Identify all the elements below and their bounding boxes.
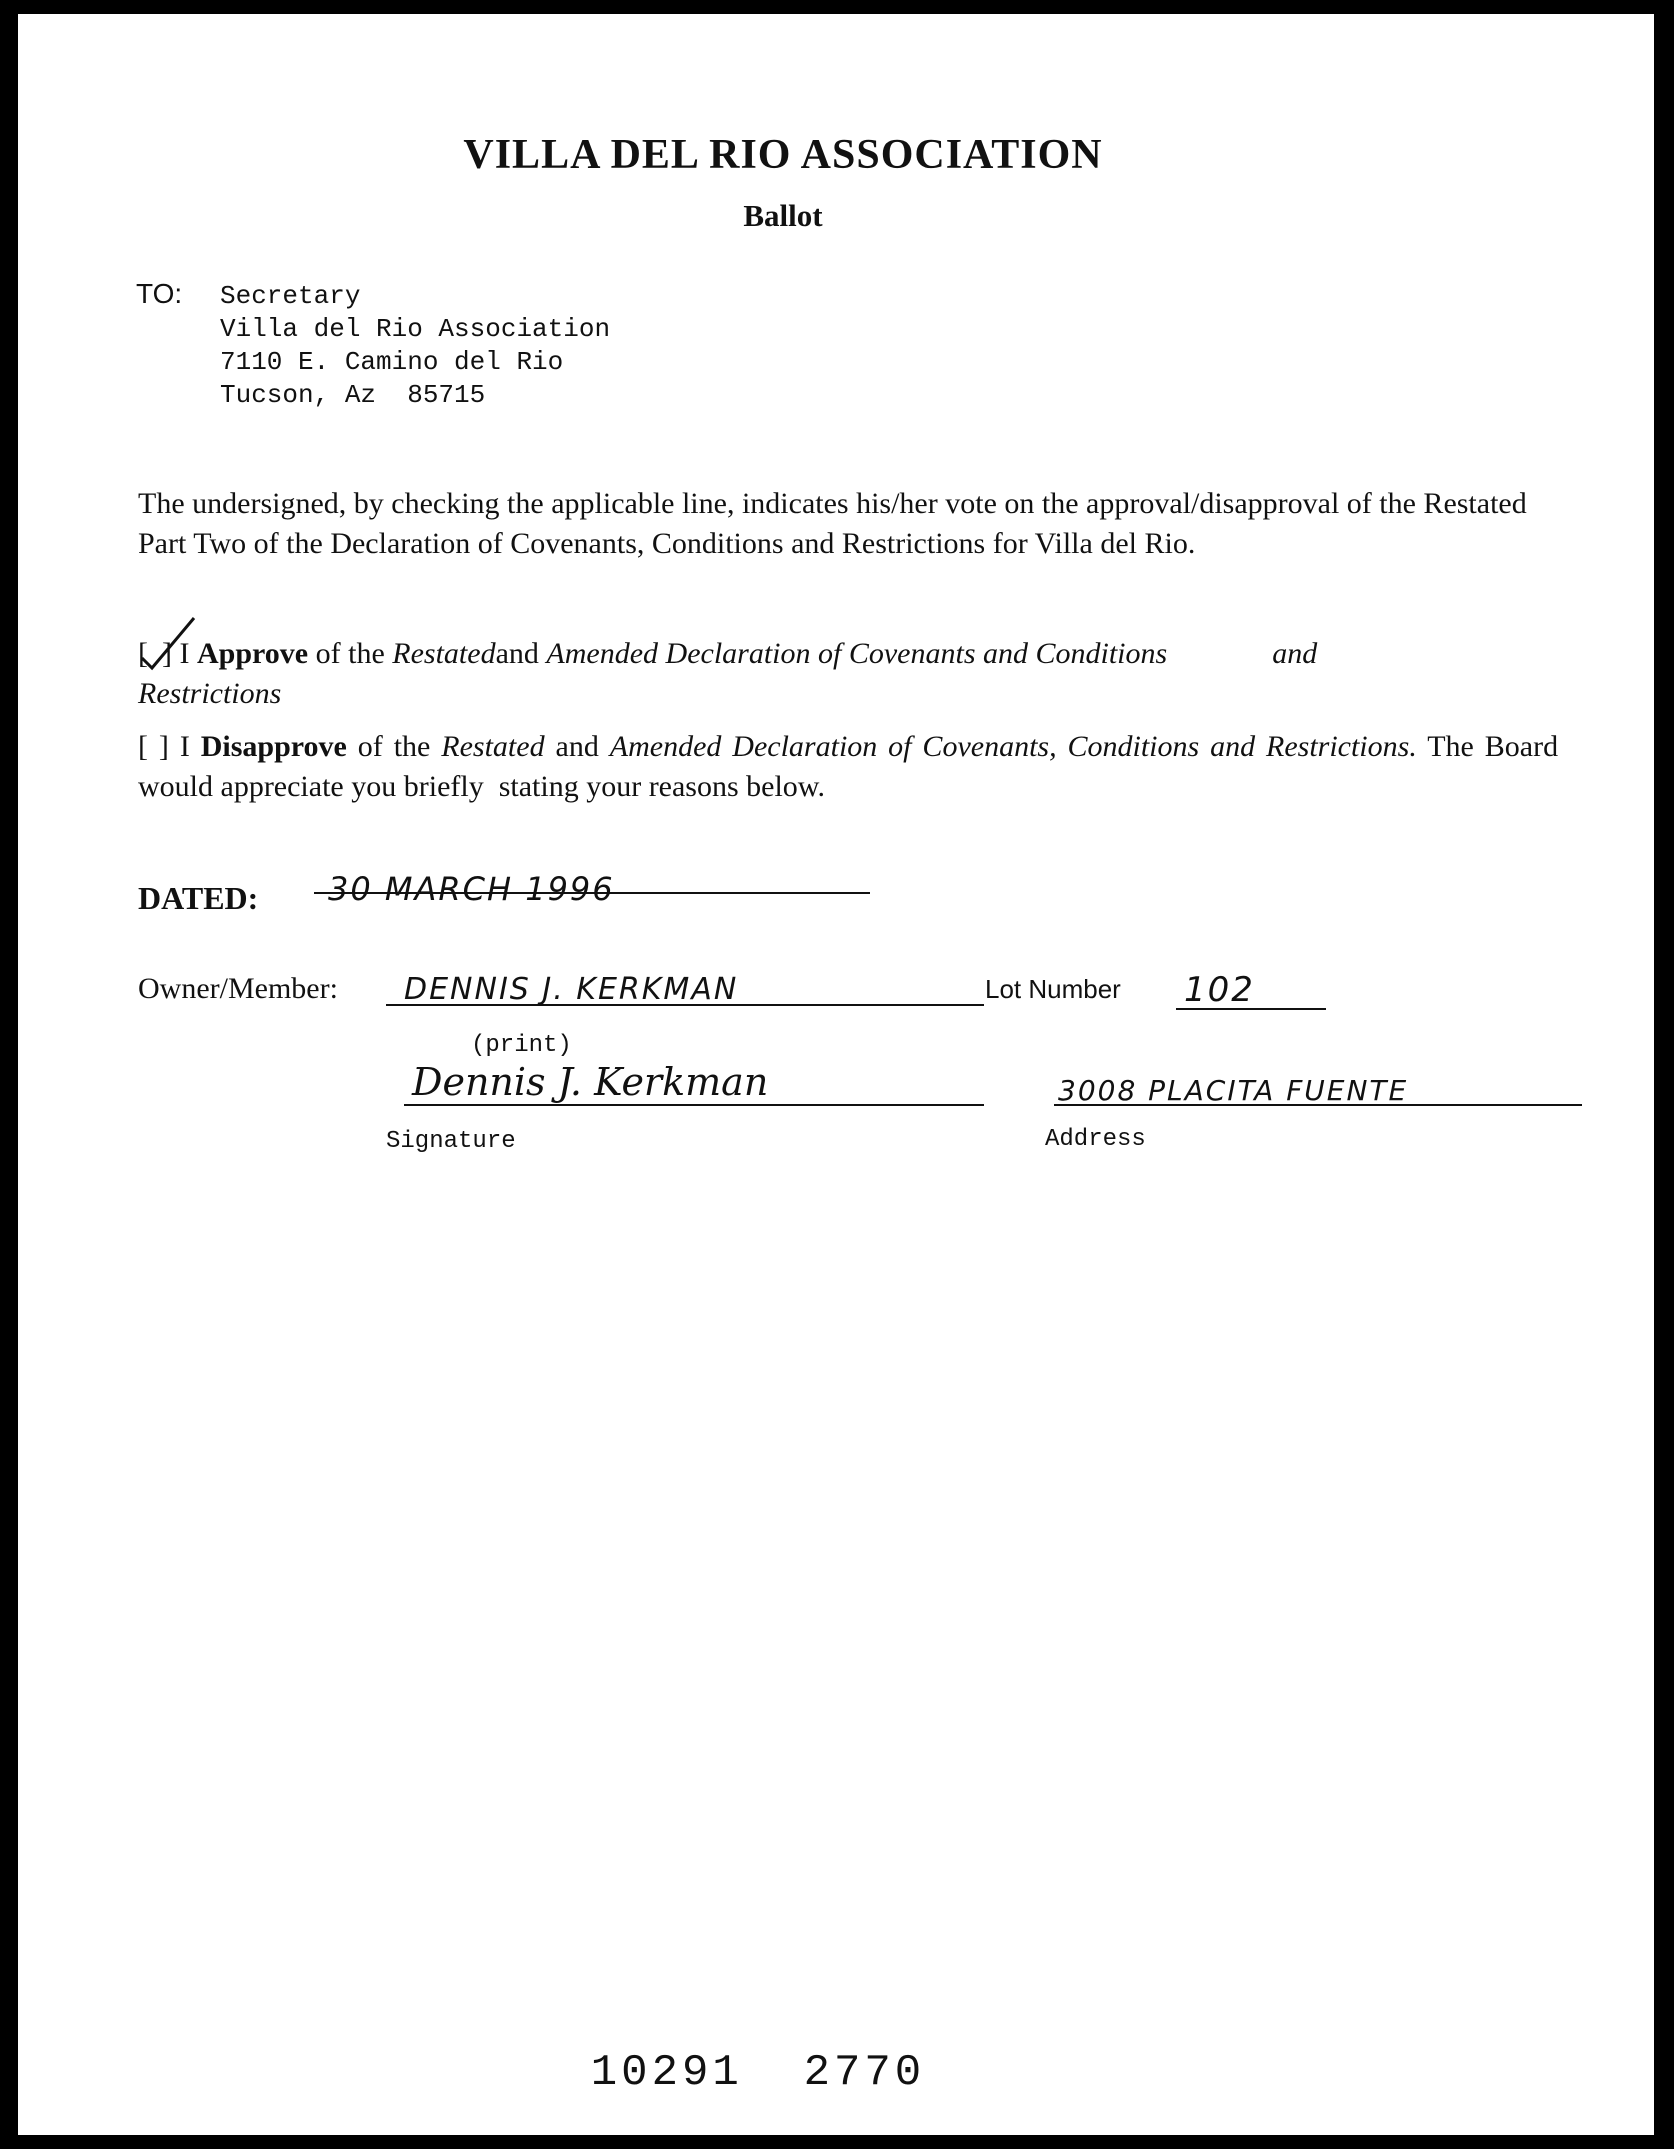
approve-option: [ ] I Approve of the Restatedand Amended Declaration of Covenants and Conditions and Restrictions — [138, 634, 1558, 714]
recipient-line: Villa del Rio Association — [220, 314, 611, 344]
intro-paragraph: The undersigned, by checking the applicable line, indicates his/her vote on the approval/disapproval of the Restated Part Two of the Declaration of Covenants, Conditions and Restrictions for Villa del Rio. — [138, 487, 1527, 560]
recipient-address — [220, 280, 610, 412]
signature-label: Signature — [386, 1128, 516, 1155]
dated-label: DATED: — [138, 880, 259, 916]
owner-value[interactable]: DENNIS J. KERKMAN — [404, 972, 739, 1007]
recipient-line: Secretary — [220, 281, 361, 311]
approve-verb: Approve — [197, 637, 309, 670]
owner-label: Owner/Member: — [138, 972, 338, 1005]
recipient-line: Tucson, Az 85715 — [220, 380, 486, 410]
disapprove-verb: Disapprove — [200, 730, 347, 763]
checkmark-icon — [136, 614, 206, 674]
approve-checkbox[interactable]: [ ] — [138, 634, 172, 674]
address-label: Address — [1045, 1126, 1146, 1153]
ballot-page — [18, 14, 1654, 2135]
document-title: VILLA DEL RIO ASSOCIATION — [463, 132, 1103, 178]
disapprove-option: [ ] I Disapprove of the Restated and Amended Declaration of Covenants, Conditions and Restrictions. The Board would appreciate you briefly stating your reasons below. — [138, 730, 1566, 803]
signature-line — [404, 1104, 984, 1106]
document-number: 10291 2770 — [590, 2048, 926, 2098]
recipient-line: 7110 E. Camino del Rio — [220, 347, 564, 377]
print-label: (print) — [471, 1032, 572, 1059]
lot-label: Lot Number — [985, 974, 1121, 1004]
to-label: TO: — [136, 278, 183, 309]
dated-value[interactable]: 30 MARCH 1996 — [328, 870, 615, 908]
signature-value[interactable]: Dennis J. Kerkman — [412, 1060, 769, 1104]
lot-value[interactable]: 102 — [1184, 970, 1255, 1010]
document-subtitle: Ballot — [743, 198, 823, 233]
disapprove-checkbox[interactable]: [ ] — [138, 730, 169, 763]
address-value[interactable]: 3008 PLACITA FUENTE — [1058, 1074, 1409, 1107]
